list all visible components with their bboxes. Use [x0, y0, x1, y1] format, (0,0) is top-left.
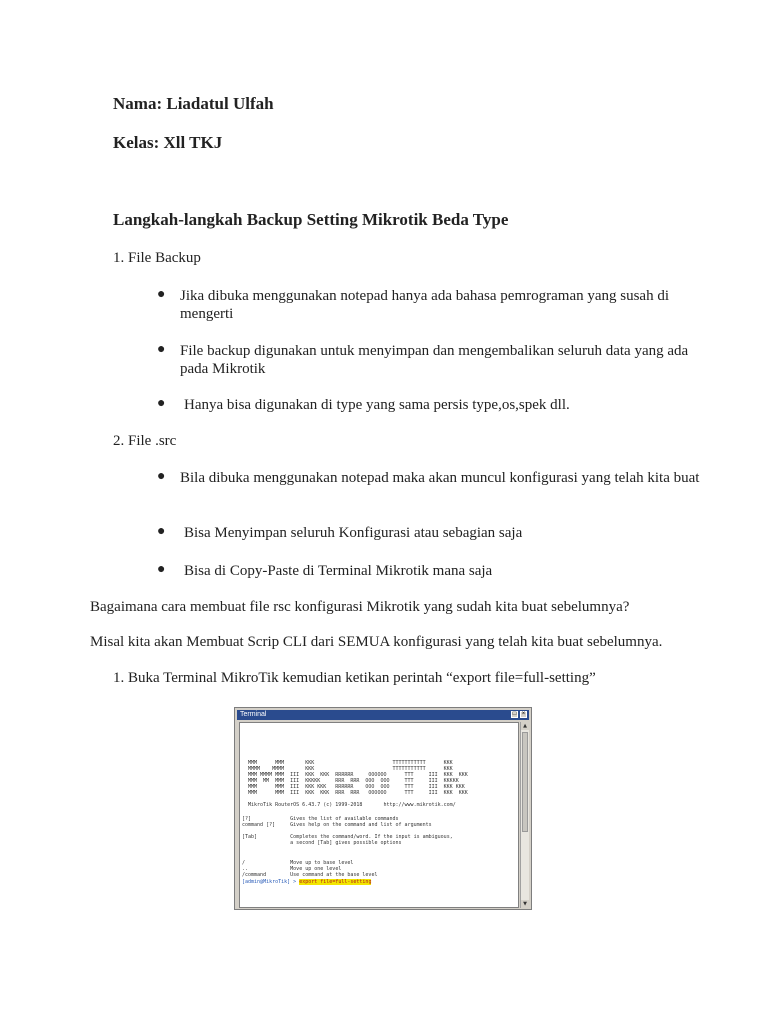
help-line: /command Use command at the base level — [242, 872, 378, 878]
help-line: .. Move up one level — [242, 866, 342, 872]
logo-line: MMM MMM III KKK KKK RRRRRR OOO OOO TTT III KKK KKK — [248, 784, 465, 790]
student-class: Kelas: Xll TKJ — [113, 133, 223, 152]
logo-line: MMM MM MMM III KKKKK RRR RRR OOO OOO TTT III KKKKK — [248, 778, 459, 784]
list-item: Hanya bisa digunakan di type yang sama persis type,os,spek dll. — [184, 397, 570, 413]
close-icon[interactable]: × — [521, 711, 526, 717]
list-item: Bila dibuka menggunakan notepad maka akan muncul konfigurasi yang telah kita buat — [180, 470, 700, 486]
help-line: [Tab] Completes the command/word. If the input is ambiguous, — [242, 834, 453, 840]
version-line: MikroTik RouterOS 6.43.7 (c) 1999-2018 http://www.mikrotik.com/ — [248, 802, 456, 808]
terminal-prompt: [admin@MikroTik] > — [242, 879, 297, 885]
bullet-icon: ● — [157, 287, 166, 302]
list-item: Bisa Menyimpan seluruh Konfigurasi atau sebagian saja — [184, 525, 523, 541]
restore-icon[interactable]: □ — [512, 711, 517, 717]
document-title: Langkah-langkah Backup Setting Mikrotik Beda Type — [113, 210, 509, 229]
paragraph-intro: Misal kita akan Membuat Scrip CLI dari SEMUA konfigurasi yang telah kita buat sebelumnya. — [90, 634, 663, 650]
step-1-text: 1. Buka Terminal MikroTik kemudian ketikan perintah “export file=full-setting” — [113, 670, 596, 686]
logo-line: MMMM MMMM KKK TTTTTTTTTTT KKK — [248, 766, 453, 772]
terminal-titlebar — [237, 710, 529, 720]
logo-line: MMM MMM KKK TTTTTTTTTTT KKK — [248, 760, 453, 766]
student-name: Nama: Liadatul Ulfah — [113, 94, 274, 113]
bullet-icon: ● — [157, 396, 166, 411]
scroll-down-icon[interactable]: ▼ — [521, 900, 529, 908]
bullet-icon: ● — [157, 524, 166, 539]
paragraph-question: Bagaimana cara membuat file rsc konfigurasi Mikrotik yang sudah kita buat sebelumnya? — [90, 599, 630, 615]
bullet-icon: ● — [157, 342, 166, 357]
command-line[interactable] — [242, 879, 371, 885]
help-line: command [?] Gives help on the command and list of arguments — [242, 822, 432, 828]
list-item: Jika dibuka menggunakan notepad hanya ada bahasa pemrograman yang susah di mengerti — [180, 288, 670, 322]
list-item: File backup digunakan untuk menyimpan dan mengembalikan seluruh data yang ada pada Mikrotik — [180, 343, 689, 377]
help-line: [?] Gives the list of available commands — [242, 816, 399, 822]
section-heading-file-src: 2. File .src — [113, 433, 177, 449]
terminal-window — [234, 707, 532, 910]
help-line: a second [Tab] gives possible options — [242, 840, 402, 846]
scrollbar-thumb[interactable] — [522, 732, 528, 832]
list-item: Bisa di Copy-Paste di Terminal Mikrotik mana saja — [184, 563, 493, 579]
terminal-command: export file=full-setting — [299, 879, 372, 885]
bullet-icon: ● — [157, 469, 166, 484]
terminal-screen[interactable] — [239, 722, 519, 908]
terminal-scrollbar[interactable] — [520, 722, 529, 908]
logo-line: MMM MMMM MMM III KKK KKK RRRRRR OOOOOO TTT III KKK KKK — [248, 772, 468, 778]
terminal-title: Terminal — [240, 711, 267, 718]
help-line: / Move up to base level — [242, 860, 354, 866]
bullet-icon: ● — [157, 562, 166, 577]
section-heading-file-backup: 1. File Backup — [113, 250, 201, 266]
scroll-up-icon[interactable]: ▲ — [521, 722, 529, 730]
logo-line: MMM MMM III KKK KKK RRR RRR OOOOOO TTT III KKK KKK — [248, 790, 468, 796]
